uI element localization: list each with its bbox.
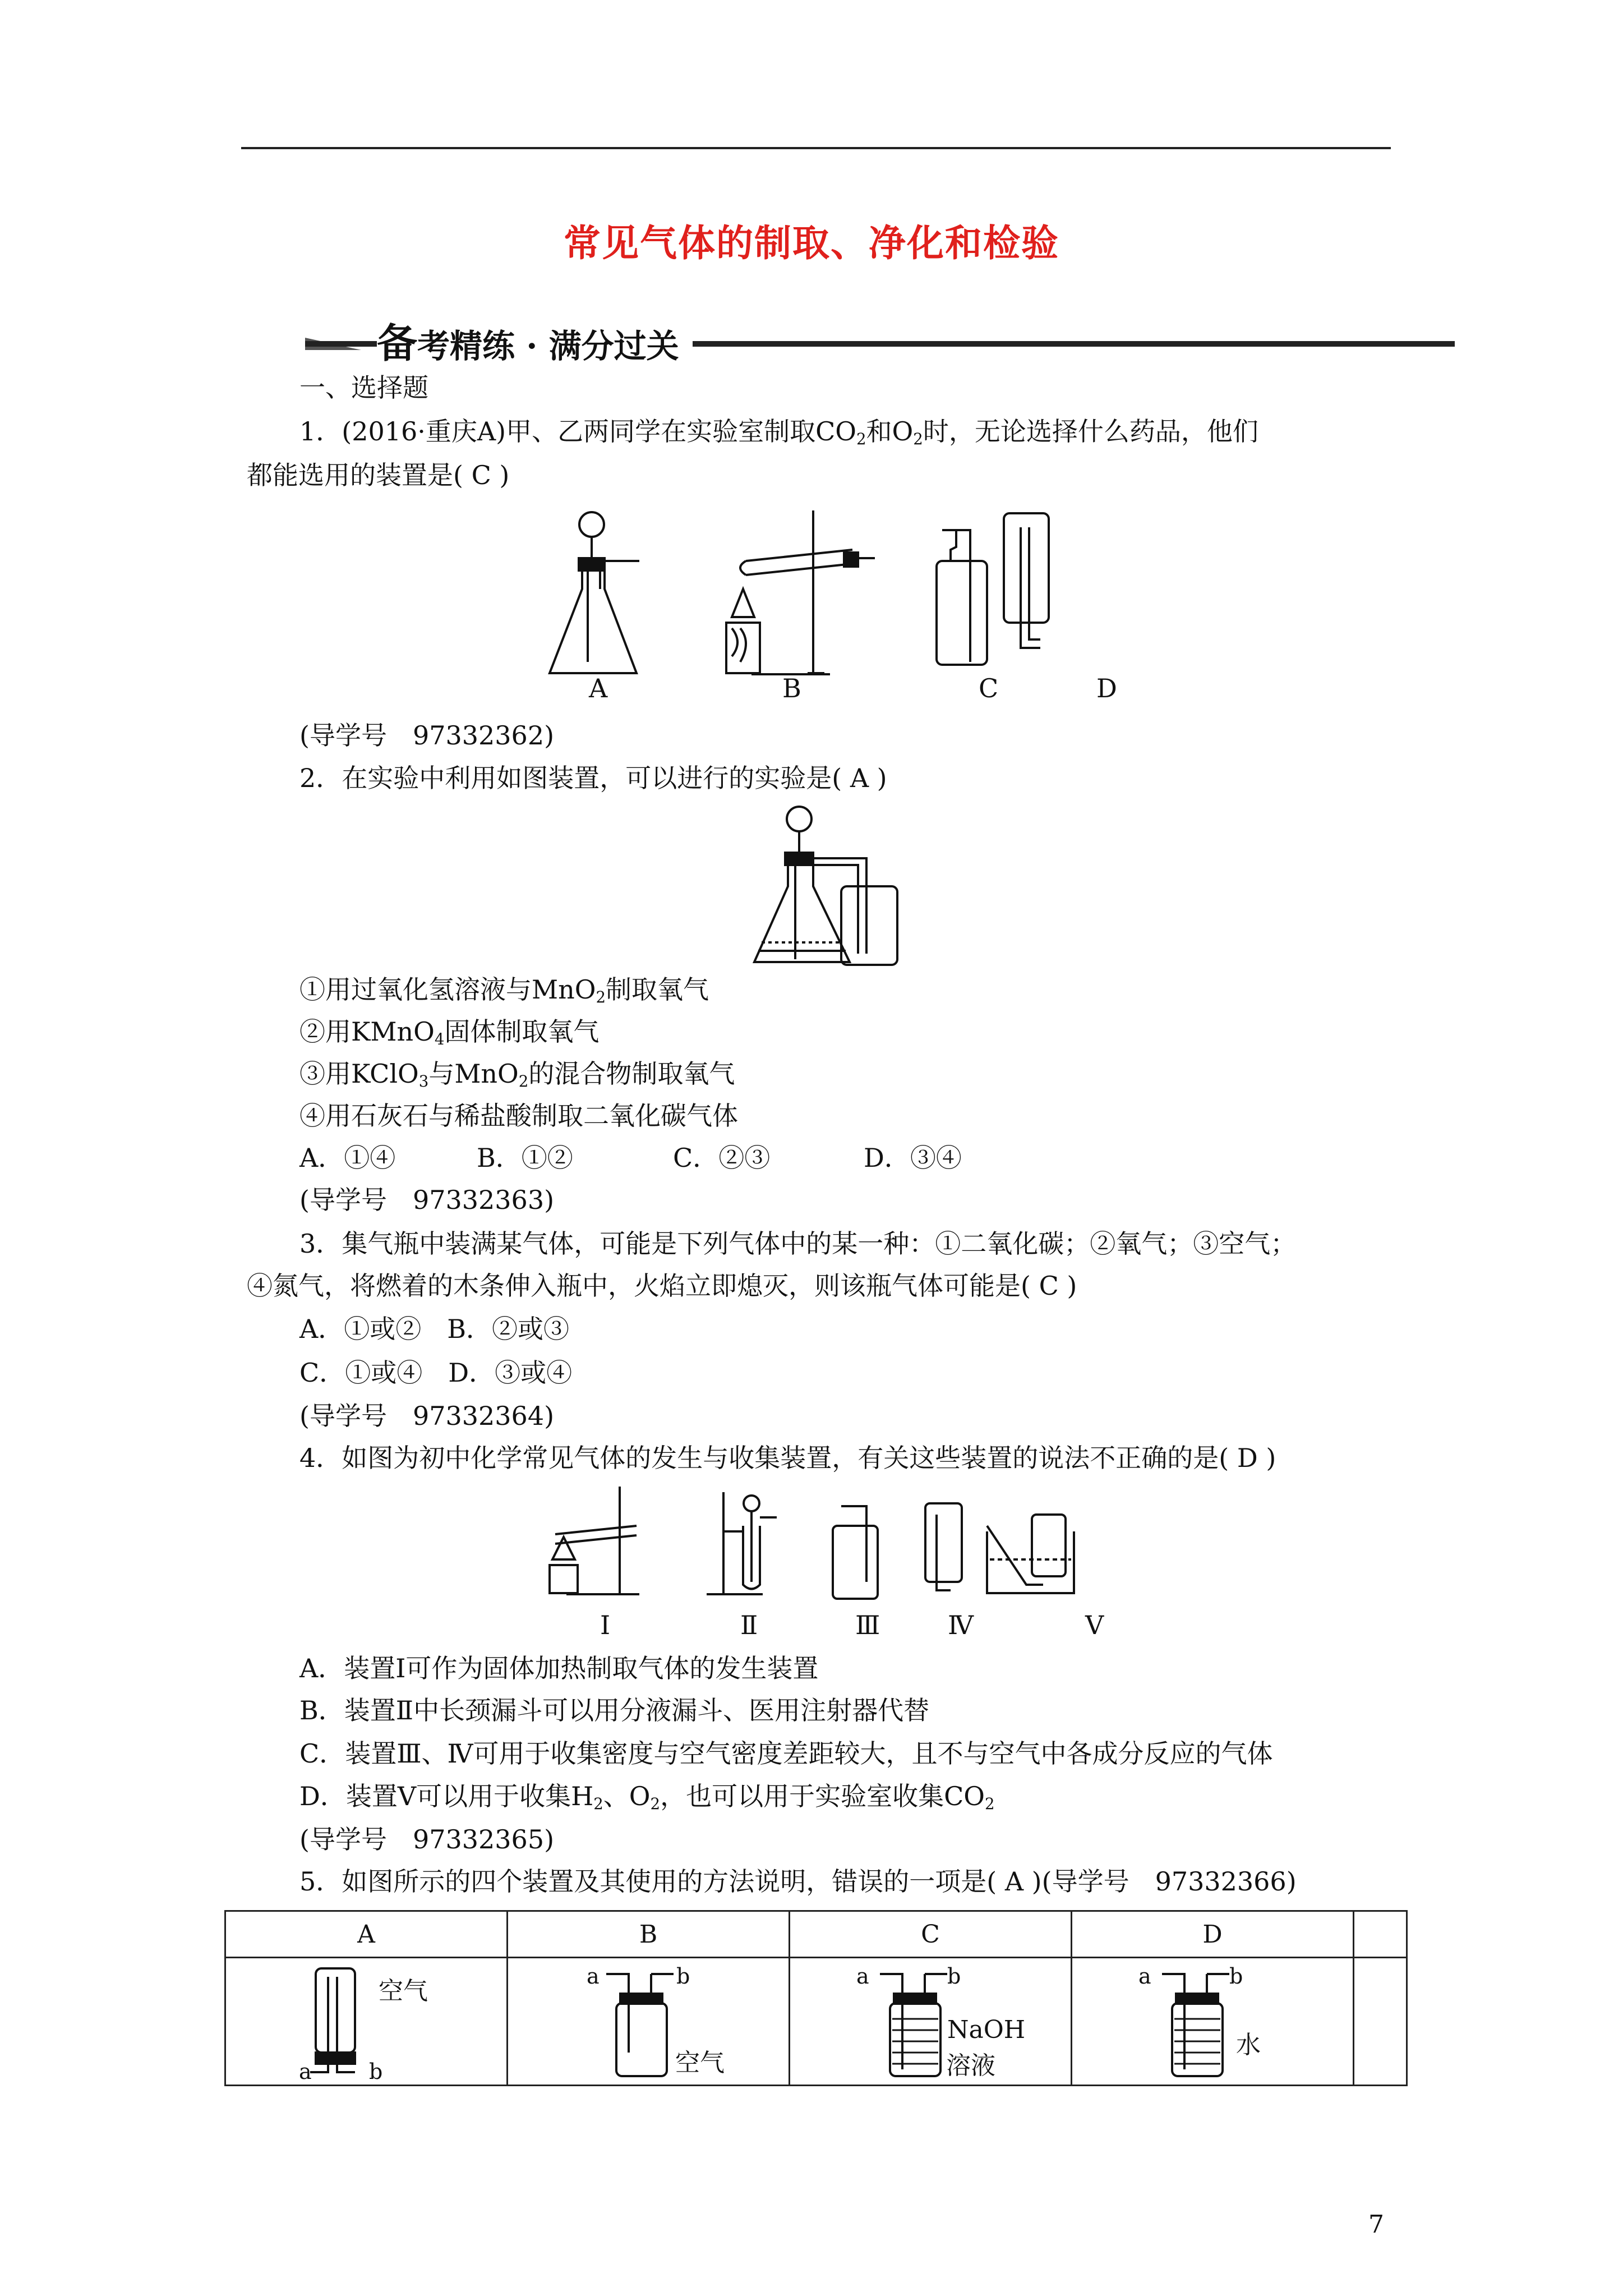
q2-item-4: ④用石灰石与稀盐酸制取二氧化碳气体 (299, 1101, 738, 1131)
q1-apparatus-figure (538, 505, 1155, 684)
q3-line1: 3．集气瓶中装满某气体，可能是下列气体中的某一种：①二氧化碳；②氧气；③空气； (299, 1228, 1297, 1259)
q1-bottle-d (1004, 513, 1049, 648)
q3-options-1: A．①或② B．②或③ (299, 1314, 570, 1344)
sub-2: 2 (856, 429, 866, 448)
q1-bottle-c (937, 530, 987, 665)
q4-option-d-b: 、O (603, 1781, 651, 1811)
q1-label-c: C (979, 673, 999, 703)
q5-header-row (225, 1911, 1407, 1958)
banner-rest: 考精练 · 满分过关 (417, 327, 679, 365)
q2-option-c: C．②③ (673, 1143, 771, 1173)
q5-body-row (225, 1958, 1407, 2086)
q4-option-b: B．装置Ⅱ中长颈漏斗可以用分液漏斗、医用注射器代替 (299, 1695, 930, 1726)
page-title: 常见气体的制取、净化和检验 (564, 221, 1059, 265)
q5-cell-empty (1354, 1958, 1407, 2086)
q5-c-naoh: NaOH (947, 2016, 1026, 2044)
q5-header-a: A (225, 1911, 508, 1958)
q5-cell-d (1072, 1958, 1354, 2086)
q1-label-b: B (782, 673, 801, 703)
q1-flask-apparatus (550, 512, 639, 673)
sub-2e: 2 (984, 1794, 995, 1813)
section-heading: 一、选择题 (299, 372, 428, 403)
q5-d-port-b: b (1229, 1964, 1243, 1989)
sub-2b: 2 (913, 429, 923, 448)
q5-device-c (869, 1963, 958, 2081)
q2-item-2-a: ②用KMnO (299, 1016, 435, 1047)
q2-item-2-b: 固体制取氧气 (444, 1016, 600, 1047)
q2-item-1-sub: 2 (596, 987, 606, 1006)
q2-item-1-a: ①用过氧化氢溶液与MnO (299, 974, 596, 1005)
q5-a-air: 空气 (379, 1977, 428, 2005)
q3-line2: ④氮气，将燃着的木条伸入瓶中，火焰立即熄灭，则该瓶气体可能是( C ) (247, 1271, 1077, 1301)
q5-header-empty (1354, 1911, 1407, 1958)
q5-cell-b (508, 1958, 790, 2086)
q4-device-3 (833, 1506, 878, 1599)
banner-text (377, 311, 693, 369)
q5-d-water: 水 (1236, 2031, 1261, 2059)
q2-item-3-b: 与MnO (428, 1059, 519, 1089)
q5-stem: 5．如图所示的四个装置及其使用的方法说明，错误的一项是( A )(导学号 97332366) (299, 1866, 1297, 1897)
q2-item-1 (299, 973, 709, 1014)
q5-a-port-b: b (369, 2059, 383, 2084)
q4-option-c: C．装置Ⅲ、Ⅳ可用于收集密度与空气密度差距较大，且不与空气中各成分反应的气体 (299, 1738, 1273, 1769)
q5-options-table (224, 1910, 1408, 2086)
q1-text-b: 和O (866, 416, 914, 447)
q2-item-2 (299, 1015, 599, 1056)
q2-item-2-sub: 4 (434, 1029, 445, 1048)
q2-guide: (导学号 97332363) (299, 1185, 555, 1215)
q5-device-d (1151, 1963, 1241, 2081)
q5-device-b (595, 1963, 685, 2081)
q2-option-b: B．①② (477, 1143, 573, 1173)
q2-stem: 2．在实验中利用如图装置，可以进行的实验是( A ) (299, 763, 887, 793)
q5-c-port-a: a (856, 1964, 869, 1989)
q5-c-port-b: b (947, 1964, 961, 1989)
q1-heating-apparatus (726, 510, 875, 674)
q4-option-d-c: ，也可以用于实验室收集CO (660, 1781, 985, 1811)
q1-text-c: 时，无论选择什么药品，他们 (923, 416, 1258, 447)
q1-text-a: 1．(2016·重庆A)甲、乙两同学在实验室制取CO (299, 416, 856, 447)
q5-cell-c (790, 1958, 1072, 2086)
q2-item-3 (299, 1057, 735, 1098)
q2-item-3-c: 的混合物制取氧气 (528, 1059, 735, 1089)
q4-option-d-a: D．装置Ⅴ可以用于收集H (299, 1781, 594, 1811)
q4-label-2: Ⅱ (740, 1610, 758, 1640)
q4-device-4 (925, 1503, 962, 1590)
q4-label-5: Ⅴ (1085, 1610, 1104, 1640)
q3-guide: (导学号 97332364) (299, 1401, 555, 1431)
q4-apparatus-figure (538, 1481, 1155, 1604)
q2-apparatus-figure (746, 802, 948, 970)
q1-guide: (导学号 97332362) (299, 720, 555, 751)
q4-device-1 (550, 1487, 639, 1594)
q4-device-2 (707, 1492, 777, 1594)
q1-line2: 都能选用的装置是( C ) (247, 460, 510, 490)
sub-2d: 2 (650, 1794, 661, 1813)
q5-b-port-b: b (676, 1964, 690, 1989)
q3-options-2: C．①或④ D．③或④ (299, 1358, 573, 1388)
q2-option-a: A．①④ (299, 1143, 396, 1173)
q1-line1 (299, 415, 1258, 455)
q5-d-port-a: a (1138, 1964, 1151, 1989)
page-number: 7 (1368, 2210, 1384, 2239)
header-rule (241, 147, 1391, 149)
q5-cell-a (225, 1958, 508, 2086)
q5-c-solution: 溶液 (946, 2051, 995, 2080)
q5-b-air: 空气 (675, 2049, 725, 2077)
section-banner (305, 314, 1455, 367)
q2-item-1-b: 制取氧气 (606, 974, 709, 1005)
q2-option-d: D．③④ (864, 1143, 962, 1173)
q2-item-3-a: ③用KClO (299, 1059, 419, 1089)
q4-guide: (导学号 97332365) (299, 1824, 555, 1855)
q4-label-1: Ⅰ (600, 1610, 611, 1640)
q1-label-a: A (589, 673, 608, 703)
banner-lead: 备 (377, 319, 418, 367)
q5-header-c: C (790, 1911, 1072, 1958)
q5-a-port-a: a (299, 2059, 312, 2084)
q5-header-d: D (1072, 1911, 1354, 1958)
q4-label-3: Ⅲ (855, 1610, 880, 1640)
q2-item-3-sub2: 2 (518, 1071, 529, 1091)
sub-2c: 2 (593, 1794, 603, 1813)
q1-label-d: D (1096, 673, 1117, 703)
q5-header-b: B (508, 1911, 790, 1958)
q2-item-3-sub: 3 (418, 1071, 429, 1091)
q5-b-port-a: a (587, 1964, 600, 1989)
q4-device-5 (987, 1515, 1074, 1593)
q4-label-4: Ⅳ (948, 1610, 974, 1640)
q4-option-a: A．装置Ⅰ可作为固体加热制取气体的发生装置 (299, 1653, 819, 1683)
q4-stem: 4．如图为初中化学常见气体的发生与收集装置，有关这些装置的说法不正确的是( D ) (299, 1443, 1276, 1473)
q4-option-d (299, 1780, 995, 1820)
